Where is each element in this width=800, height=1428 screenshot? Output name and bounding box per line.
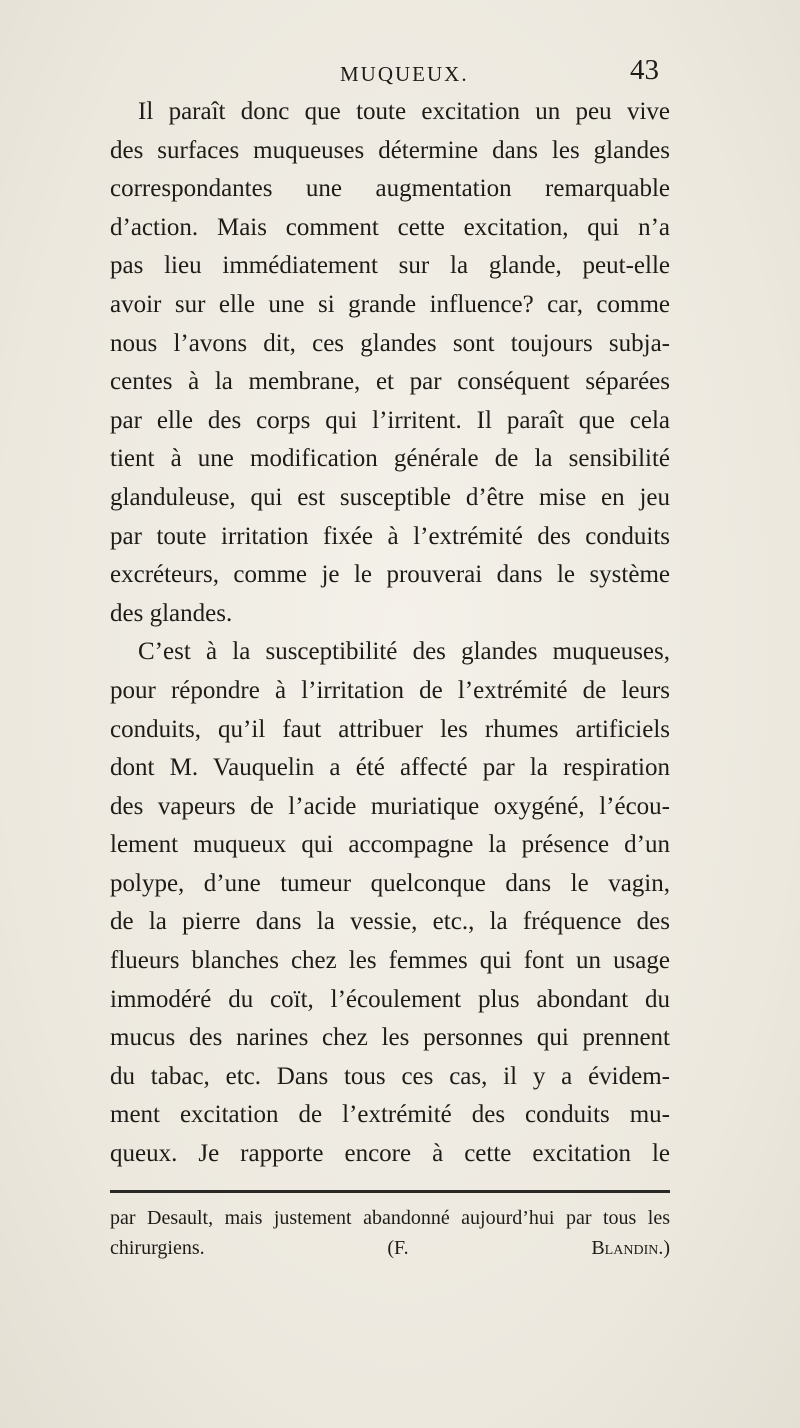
footnote-line: [110, 1233, 670, 1263]
text-line: nous l’avons dit, ces glandes sont toujours subja-: [110, 329, 670, 357]
text-line: C’est à la susceptibilité des glandes muqueuses,: [138, 638, 670, 666]
running-head: [0, 50, 800, 90]
text-line: flueurs blanches chez les femmes qui font un usage: [110, 947, 670, 975]
text-line: par elle des corps qui l’irritent. Il paraît que cela: [110, 406, 670, 434]
running-title: MUQUEUX.: [340, 62, 469, 86]
text-line: mucus des narines chez les personnes qui prennent: [110, 1024, 670, 1052]
text-line: correspondantes une augmentation remarquable: [110, 175, 670, 203]
body-text: [110, 93, 670, 1174]
text-line: centes à la membrane, et par conséquent séparées: [110, 368, 670, 396]
text-line: du tabac, etc. Dans tous ces cas, il y a évidem-: [110, 1062, 670, 1090]
paragraph-1: [110, 93, 670, 633]
text-line: pour répondre à l’irritation de l’extrémité de leurs: [110, 676, 670, 704]
paragraph-2: [110, 633, 670, 1173]
text-line: des surfaces muqueuses détermine dans les glandes: [110, 136, 670, 164]
text-line: pas lieu immédiatement sur la glande, peut-elle: [110, 252, 670, 280]
text-line: de la pierre dans la vessie, etc., la fréquence des: [110, 908, 670, 936]
page-number: 43: [630, 54, 659, 86]
text-line: immodéré du coït, l’écoulement plus abondant du: [110, 985, 670, 1013]
text-line: dont M. Vauquelin a été affecté par la respiration: [110, 754, 670, 782]
text-line: glanduleuse, qui est susceptible d’être mise en jeu: [110, 483, 670, 511]
footnote-line: par Desault, mais justement abandonné aujourd’hui par tous les: [110, 1207, 670, 1229]
text-line: des vapeurs de l’acide muriatique oxygéné, l’écou-: [110, 792, 670, 820]
footnote-text: chirurgiens.: [110, 1237, 205, 1259]
text-line: polype, d’une tumeur quelconque dans le vagin,: [110, 869, 670, 897]
text-line: conduits, qu’il faut attribuer les rhumes artificiels: [110, 715, 670, 743]
text-line: d’action. Mais comment cette excitation, qui n’a: [110, 213, 670, 241]
text-line: Il paraît donc que toute excitation un peu vive: [138, 98, 670, 125]
text-line: des glandes.: [110, 599, 233, 627]
footnote-signature: (F. Blandin.): [387, 1237, 671, 1259]
text-line: lement muqueux qui accompagne la présence d’un: [110, 831, 670, 859]
text-line: avoir sur elle une si grande influence? car, comme: [110, 290, 670, 318]
text-line: queux. Je rapporte encore à cette excitation le: [110, 1140, 670, 1168]
footnote: [110, 1203, 670, 1263]
text-line: par toute irritation fixée à l’extrémité des conduits: [110, 522, 670, 550]
text-line: ment excitation de l’extrémité des conduits mu-: [110, 1101, 670, 1129]
text-line: tient à une modification générale de la sensibilité: [110, 445, 670, 473]
text-line: excréteurs, comme je le prouverai dans le système: [110, 561, 670, 589]
footnote-rule: [110, 1190, 670, 1193]
